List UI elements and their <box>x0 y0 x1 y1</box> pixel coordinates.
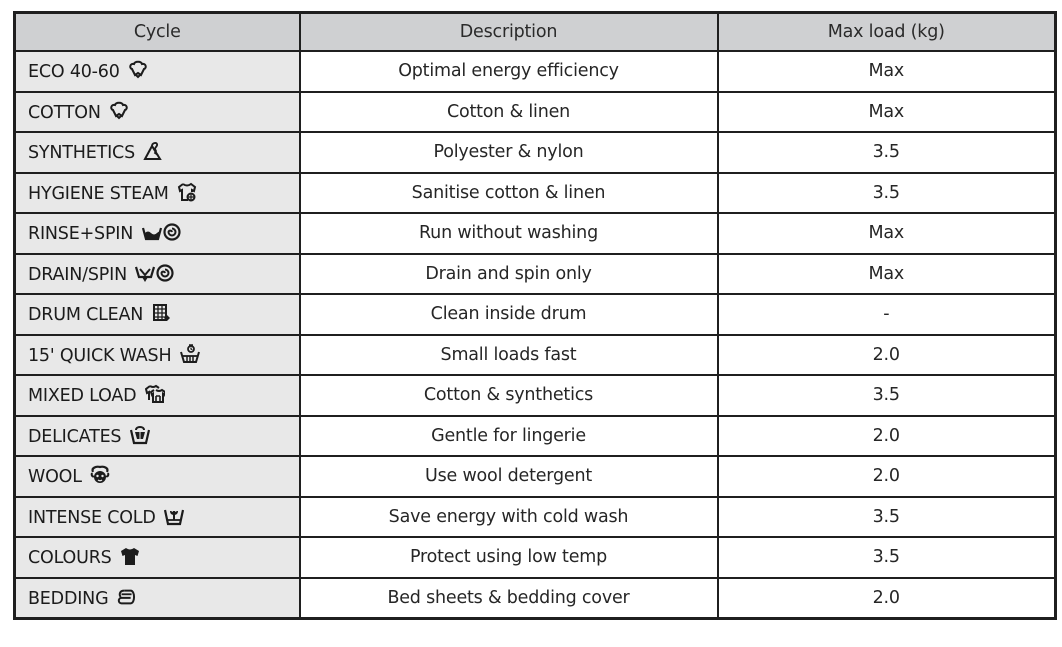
mixed-load-icon <box>145 384 165 404</box>
bedding-icon <box>117 587 137 607</box>
cycle-cell <box>15 578 300 619</box>
table-row <box>15 537 1056 578</box>
table-row <box>15 335 1056 376</box>
cycle-name: RINSE+SPIN <box>28 224 134 245</box>
description-cell: Optimal energy efficiency <box>300 51 718 92</box>
cycle-name: DRAIN/SPIN <box>28 264 127 285</box>
description-cell: Use wool detergent <box>300 456 718 497</box>
intense-cold-icon <box>164 506 184 526</box>
steam-shirt-icon <box>177 182 197 202</box>
table-header-row <box>15 13 1056 52</box>
delicates-icon <box>130 425 150 445</box>
description-cell: Clean inside drum <box>300 294 718 335</box>
description-cell: Cotton & linen <box>300 92 718 133</box>
max-load-cell: Max <box>718 92 1056 133</box>
description-cell: Protect using low temp <box>300 537 718 578</box>
cycle-name: MIXED LOAD <box>28 386 137 407</box>
drum-clean-icon <box>152 303 172 323</box>
max-load-cell: 3.5 <box>718 375 1056 416</box>
max-load-cell: - <box>718 294 1056 335</box>
table-row <box>15 132 1056 173</box>
cycle-name: SYNTHETICS <box>28 143 135 164</box>
rinse-spin-icon <box>142 222 182 242</box>
max-load-cell: 2.0 <box>718 335 1056 376</box>
table-row <box>15 375 1056 416</box>
description-cell: Run without washing <box>300 213 718 254</box>
cotton-boll-icon <box>109 101 129 121</box>
description-cell: Drain and spin only <box>300 254 718 295</box>
table-row <box>15 51 1056 92</box>
max-load-cell: 3.5 <box>718 173 1056 214</box>
cycle-name: DELICATES <box>28 426 122 447</box>
cycle-cell <box>15 375 300 416</box>
drain-spin-icon <box>135 263 175 283</box>
table-row <box>15 456 1056 497</box>
cycle-name: COLOURS <box>28 548 112 569</box>
header-cycle: Cycle <box>15 13 300 52</box>
table-row <box>15 294 1056 335</box>
cycle-name: DRUM CLEAN <box>28 305 144 326</box>
max-load-cell: 2.0 <box>718 456 1056 497</box>
description-cell: Sanitise cotton & linen <box>300 173 718 214</box>
cycle-cell <box>15 92 300 133</box>
cycle-cell <box>15 213 300 254</box>
wool-icon <box>90 465 110 485</box>
table-row <box>15 92 1056 133</box>
table-row <box>15 578 1056 619</box>
cycle-cell <box>15 497 300 538</box>
cycle-name: WOOL <box>28 467 82 488</box>
table-row <box>15 497 1056 538</box>
cycle-cell <box>15 335 300 376</box>
cycle-name: INTENSE COLD <box>28 507 156 528</box>
synthetics-hanger-icon <box>143 141 163 161</box>
cycle-name: HYGIENE STEAM <box>28 183 169 204</box>
cycle-cell <box>15 294 300 335</box>
description-cell: Gentle for lingerie <box>300 416 718 457</box>
cycle-cell <box>15 254 300 295</box>
max-load-cell: Max <box>718 254 1056 295</box>
cycle-name: BEDDING <box>28 588 109 609</box>
wash-cycle-table <box>13 11 1057 620</box>
description-cell: Cotton & synthetics <box>300 375 718 416</box>
max-load-cell: Max <box>718 213 1056 254</box>
max-load-cell: 2.0 <box>718 578 1056 619</box>
cotton-boll-icon <box>128 60 148 80</box>
max-load-cell: Max <box>718 51 1056 92</box>
quick-wash-icon <box>180 344 200 364</box>
cycle-cell <box>15 51 300 92</box>
table-row <box>15 213 1056 254</box>
header-max-load: Max load (kg) <box>718 13 1056 52</box>
cycle-name: ECO 40-60 <box>28 62 120 83</box>
cycle-cell <box>15 173 300 214</box>
max-load-cell: 2.0 <box>718 416 1056 457</box>
description-cell: Bed sheets & bedding cover <box>300 578 718 619</box>
max-load-cell: 3.5 <box>718 132 1056 173</box>
description-cell: Save energy with cold wash <box>300 497 718 538</box>
cycle-cell <box>15 416 300 457</box>
cycle-cell <box>15 132 300 173</box>
header-description: Description <box>300 13 718 52</box>
table-row <box>15 254 1056 295</box>
cycle-cell <box>15 537 300 578</box>
max-load-cell: 3.5 <box>718 497 1056 538</box>
description-cell: Polyester & nylon <box>300 132 718 173</box>
t-shirt-icon <box>120 546 140 566</box>
table-row <box>15 173 1056 214</box>
cycle-name: COTTON <box>28 102 101 123</box>
table-row <box>15 416 1056 457</box>
description-cell: Small loads fast <box>300 335 718 376</box>
cycle-name: 15' QUICK WASH <box>28 345 172 366</box>
max-load-cell: 3.5 <box>718 537 1056 578</box>
cycle-cell <box>15 456 300 497</box>
